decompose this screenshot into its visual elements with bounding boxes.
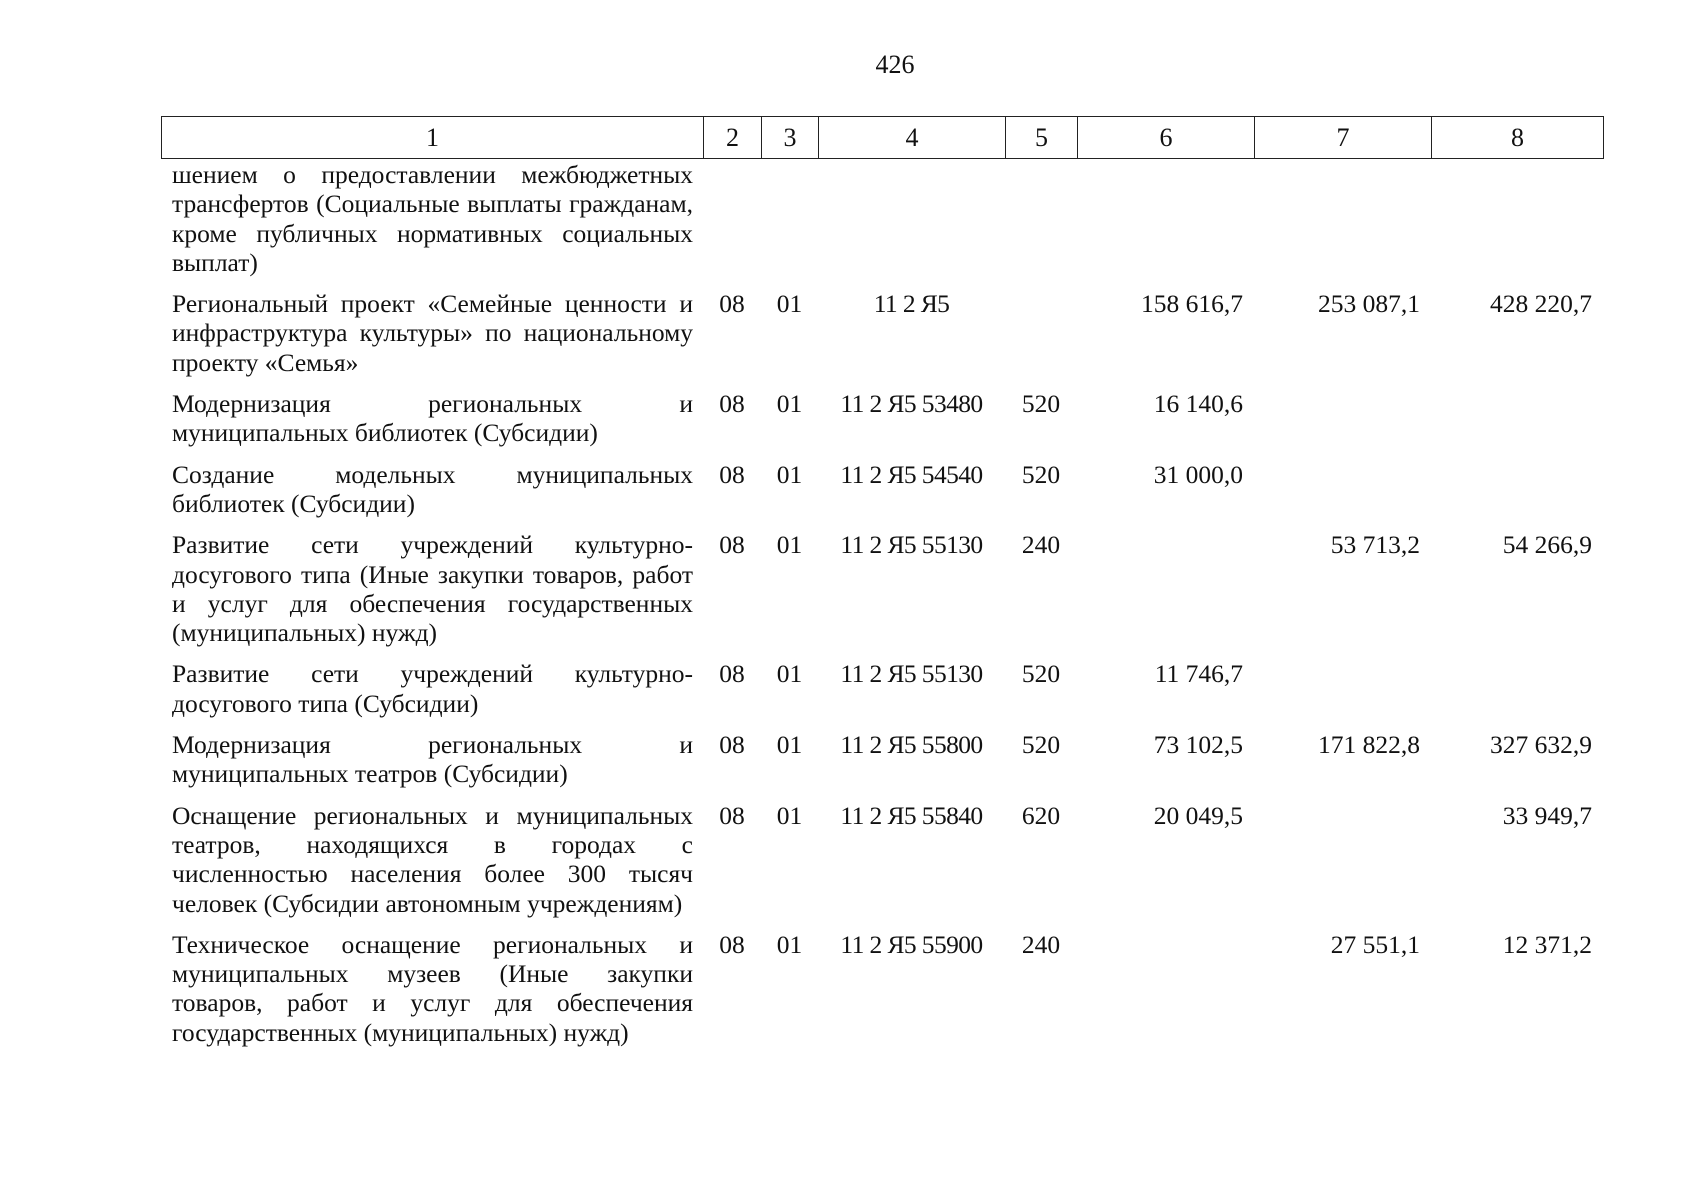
row-name: Модернизация региональных и муниципальных театров (Субсидии) [172, 730, 693, 789]
row-amount-col7 [1254, 160, 1431, 289]
row-amount-col7: 171 822,8 [1318, 730, 1420, 760]
row-subsection: 01 [776, 459, 803, 489]
column-header-3: 3 [762, 117, 819, 159]
row-section: 08 [719, 289, 745, 319]
table-row [161, 801, 1603, 930]
page-number: 426 [875, 50, 915, 79]
row-amount-col6 [1077, 930, 1254, 1059]
row-name: Создание модельных муниципальных библиотек (Субсидии) [172, 459, 693, 518]
row-section: 08 [719, 389, 745, 419]
column-header-7: 7 [1255, 117, 1432, 159]
row-subsection: 01 [776, 730, 803, 760]
column-header-8: 8 [1432, 117, 1604, 159]
column-header-5: 5 [1006, 117, 1078, 159]
row-target-code: 11 2 Я5 55900 [840, 929, 983, 959]
row-amount-col6: 158 616,7 [1141, 289, 1243, 319]
row-expense-type: 520 [1021, 459, 1061, 489]
row-amount-col8: 33 949,7 [1502, 800, 1592, 830]
row-subsection [761, 160, 818, 289]
table-header [161, 116, 1604, 159]
row-amount-col8 [1431, 460, 1603, 531]
row-section: 08 [719, 929, 745, 959]
row-amount-col6: 73 102,5 [1153, 730, 1243, 760]
row-amount-col7: 253 087,1 [1318, 289, 1420, 319]
row-target-code: 11 2 Я5 55130 [840, 659, 983, 689]
row-subsection: 01 [776, 389, 803, 419]
row-target-code: 11 2 Я5 53480 [840, 389, 983, 419]
row-target-code: 11 2 Я5 55840 [840, 800, 983, 830]
row-expense-type: 620 [1021, 800, 1061, 830]
row-expense-type [1005, 160, 1077, 289]
row-amount-col6: 20 049,5 [1153, 800, 1243, 830]
table-row [161, 730, 1603, 801]
row-amount-col6: 11 746,7 [1154, 659, 1243, 689]
row-section [703, 160, 761, 289]
row-section: 08 [719, 730, 745, 760]
row-amount-col6: 31 000,0 [1153, 459, 1243, 489]
row-amount-col7 [1254, 801, 1431, 930]
row-section: 08 [719, 659, 745, 689]
table-row [161, 289, 1603, 389]
row-name: Техническое оснащение региональных и муниципальных музеев (Иные закупки товаров, работ и услуг для обеспечения государственных (муниципальных) нужд) [172, 929, 693, 1047]
column-header-1: 1 [162, 117, 704, 159]
row-amount-col7: 27 551,1 [1330, 929, 1420, 959]
row-amount-col8 [1431, 160, 1603, 289]
row-amount-col8: 428 220,7 [1490, 289, 1592, 319]
row-subsection: 01 [776, 289, 803, 319]
row-amount-col8: 12 371,2 [1502, 929, 1592, 959]
table-row [161, 389, 1603, 460]
row-name: Оснащение региональных и муниципальных театров, находящихся в городах с численностью населения более 300 тысяч человек (Субсидии автономным учреждениям) [172, 800, 693, 918]
row-amount-col7 [1254, 659, 1431, 730]
row-expense-type: 520 [1021, 730, 1061, 760]
row-subsection: 01 [776, 530, 803, 560]
table-row [161, 160, 1603, 289]
row-subsection: 01 [776, 929, 803, 959]
row-section: 08 [719, 800, 745, 830]
row-name: шением о предоставлении межбюджетных трансфертов (Социальные выплаты гражданам, кроме публичных нормативных социальных выплат) [172, 160, 693, 277]
row-amount-col8 [1431, 389, 1603, 460]
row-name: Модернизация региональных и муниципальных библиотек (Субсидии) [172, 389, 693, 448]
row-amount-col7 [1254, 389, 1431, 460]
row-amount-col6 [1077, 530, 1254, 659]
row-amount-col7: 53 713,2 [1330, 530, 1420, 560]
table-row [161, 930, 1603, 1059]
row-amount-col8: 327 632,9 [1490, 730, 1592, 760]
row-expense-type [1005, 289, 1077, 389]
row-amount-col7 [1254, 460, 1431, 531]
row-target-code: 11 2 Я5 55130 [840, 530, 983, 560]
row-name: Региональный проект «Семейные ценности и инфраструктура культуры» по национальному проекту «Семья» [172, 289, 693, 377]
row-amount-col8 [1431, 659, 1603, 730]
table-row [161, 659, 1603, 730]
row-section: 08 [719, 530, 745, 560]
row-subsection: 01 [776, 659, 803, 689]
row-expense-type: 240 [1021, 530, 1061, 560]
row-name: Развитие сети учреждений культурно-досугового типа (Иные закупки товаров, работ и услуг для обеспечения государственных (муниципальных) нужд) [172, 530, 693, 648]
row-target-code: 11 2 Я5 [873, 289, 950, 319]
row-target-code [818, 160, 1005, 289]
row-name: Развитие сети учреждений культурно-досугового типа (Субсидии) [172, 659, 693, 718]
row-amount-col6: 16 140,6 [1153, 389, 1243, 419]
row-target-code: 11 2 Я5 54540 [840, 459, 983, 489]
row-subsection: 01 [776, 800, 803, 830]
budget-table [161, 160, 1603, 1059]
table-row [161, 460, 1603, 531]
row-section: 08 [719, 459, 745, 489]
table-row [161, 530, 1603, 659]
row-expense-type: 520 [1021, 389, 1061, 419]
row-expense-type: 520 [1021, 659, 1061, 689]
column-header-2: 2 [704, 117, 762, 159]
row-expense-type: 240 [1021, 929, 1061, 959]
column-header-4: 4 [819, 117, 1006, 159]
row-amount-col6 [1077, 160, 1254, 289]
row-amount-col8: 54 266,9 [1502, 530, 1592, 560]
column-header-6: 6 [1078, 117, 1255, 159]
row-target-code: 11 2 Я5 55800 [840, 730, 983, 760]
